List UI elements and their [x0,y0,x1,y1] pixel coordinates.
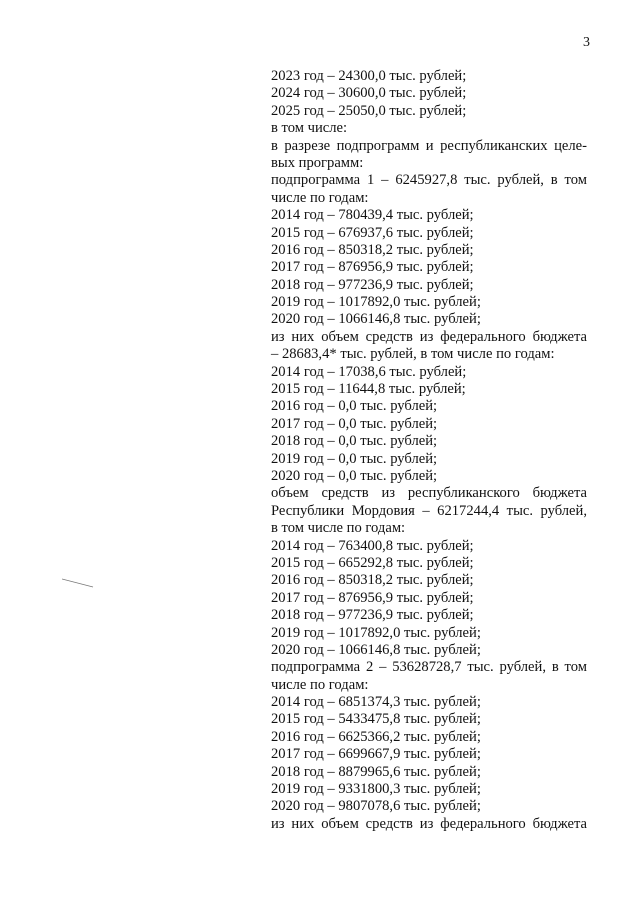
text-line: 2017 год – 876956,9 тыс. рублей; [271,589,474,606]
text-line: 2015 год – 676937,6 тыс. рублей; [271,224,474,241]
text-line: 2014 год – 17038,6 тыс. рублей; [271,363,467,380]
text-line: числе по годам: [271,189,369,206]
text-line: 2014 год – 6851374,3 тыс. рублей; [271,694,481,711]
text-line: в том числе по годам: [271,520,406,537]
text-line: объем средств из республиканского бюджета [271,485,587,502]
text-line: 2015 год – 11644,8 тыс. рублей; [271,381,466,398]
text-line: 2020 год – 0,0 тыс. рублей; [271,467,438,484]
text-line: в разрезе подпрограмм и республиканских целе- [271,137,587,154]
text-line: 2020 год – 9807078,6 тыс. рублей; [271,798,481,815]
text-line: 2025 год – 25050,0 тыс. рублей; [271,102,467,119]
text-line: в том числе: [271,120,348,137]
text-line: из них объем средств из федерального бюджета [271,815,587,832]
page-number: 3 [583,35,590,50]
text-line: 2018 год – 0,0 тыс. рублей; [271,433,438,450]
text-line: 2015 год – 665292,8 тыс. рублей; [271,554,474,571]
text-line: из них объем средств из федерального бюджета [271,328,587,345]
text-line: 2014 год – 780439,4 тыс. рублей; [271,207,474,224]
text-line: вых программ: [271,154,364,171]
text-line: 2014 год – 763400,8 тыс. рублей; [271,537,474,554]
text-line: – 28683,4* тыс. рублей, в том числе по годам: [271,346,555,363]
text-line: 2018 год – 977236,9 тыс. рублей; [271,607,474,624]
text-line: 2017 год – 6699667,9 тыс. рублей; [271,746,481,763]
text-line: 2017 год – 876956,9 тыс. рублей; [271,259,474,276]
text-line: числе по годам: [271,676,369,693]
text-line: 2023 год – 24300,0 тыс. рублей; [271,68,467,84]
text-line: 2024 год – 30600,0 тыс. рублей; [271,85,467,102]
text-line: 2019 год – 1017892,0 тыс. рублей; [271,624,481,641]
scan-mark [62,578,94,588]
text-line: подпрограмма 2 – 53628728,7 тыс. рублей, в том [271,659,587,676]
text-line: 2015 год – 5433475,8 тыс. рублей; [271,711,481,728]
text-line: подпрограмма 1 – 6245927,8 тыс. рублей, в том [271,172,587,189]
text-line: 2020 год – 1066146,8 тыс. рублей; [271,641,481,658]
text-line: 2018 год – 977236,9 тыс. рублей; [271,276,474,293]
text-line: 2020 год – 1066146,8 тыс. рублей; [271,311,481,328]
text-line: 2016 год – 6625366,2 тыс. рублей; [271,728,481,745]
text-line: 2019 год – 9331800,3 тыс. рублей; [271,781,481,798]
document-text [271,68,587,833]
text-line: 2019 год – 0,0 тыс. рублей; [271,450,438,467]
text-line: Республики Мордовия – 6217244,4 тыс. рублей, [271,502,587,519]
text-line: 2016 год – 850318,2 тыс. рублей; [271,241,474,258]
text-line: 2016 год – 0,0 тыс. рублей; [271,398,438,415]
text-line: 2017 год – 0,0 тыс. рублей; [271,415,438,432]
text-line: 2018 год – 8879965,6 тыс. рублей; [271,763,481,780]
text-line: 2016 год – 850318,2 тыс. рублей; [271,572,474,589]
text-line: 2019 год – 1017892,0 тыс. рублей; [271,294,481,311]
